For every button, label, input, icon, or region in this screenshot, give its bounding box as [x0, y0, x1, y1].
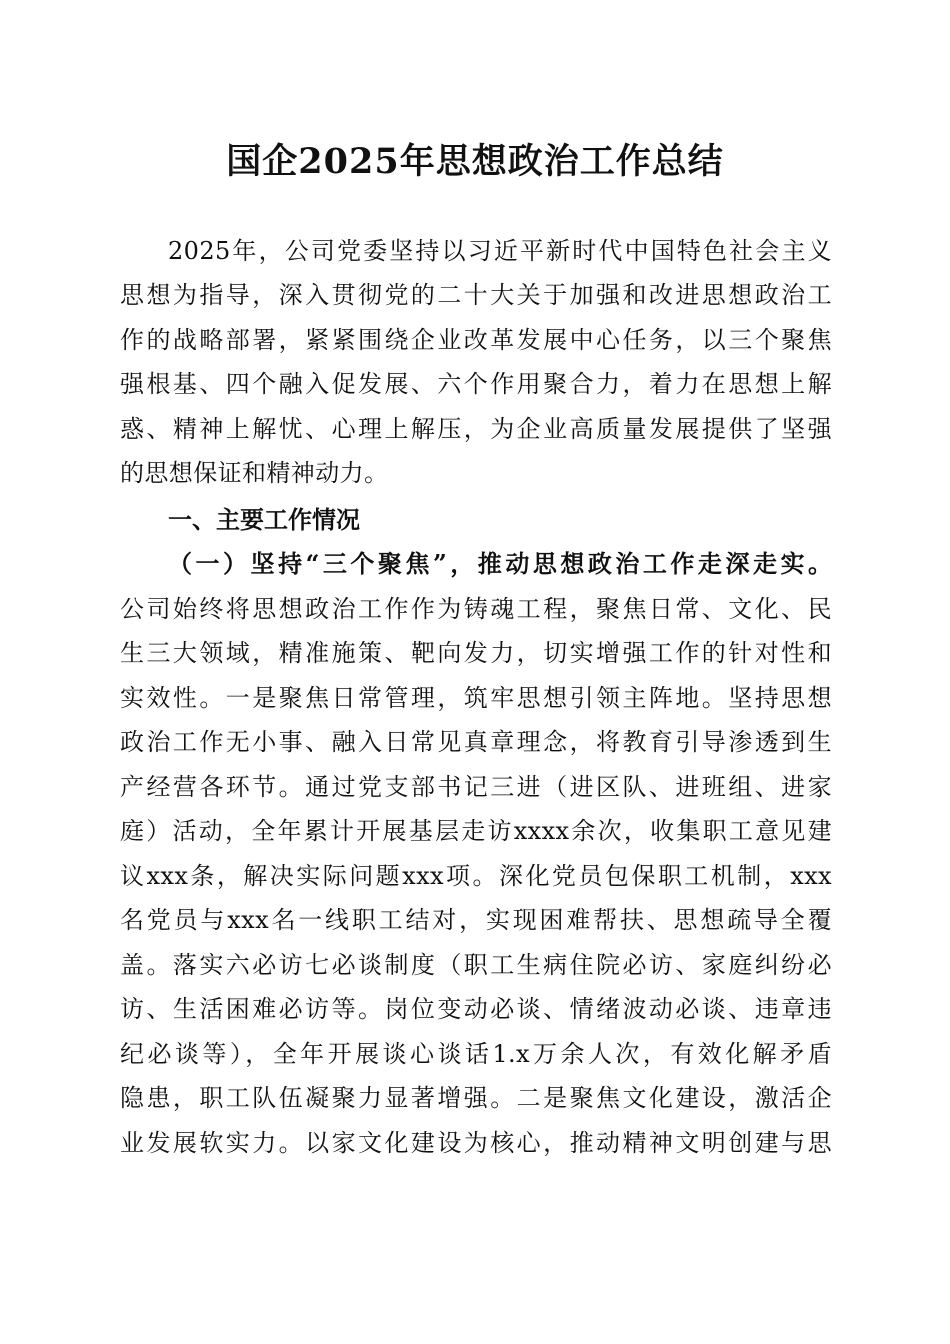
intro-line: 作的战略部署，紧紧围绕企业改革发展中心任务，以三个聚焦: [120, 326, 832, 354]
intro-line: 2025年，公司党委坚持以习近平新时代中国特色社会主义: [168, 237, 832, 265]
body-line: 生三大领域，精准施策、靶向发力，切实增强工作的针对性和: [120, 639, 832, 667]
body-line: 产经营各环节。通过党支部书记三进（进区队、进班组、进家: [120, 773, 832, 801]
body-line: 访、生活困难必访等。岗位变动必谈、情绪波动必谈、违章违: [120, 995, 832, 1023]
body-line: 盖。落实六必访七必谈制度（职工生病住院必访、家庭纠纷必: [120, 951, 832, 979]
body-line: 政治工作无小事、融入日常见真章理念，将教育引导渗透到生: [120, 728, 832, 756]
subsection-heading: （一）坚持“三个聚焦”，推动思想政治工作走深走实。: [168, 549, 832, 578]
body-line: 庭）活动，全年累计开展基层走访xxxx余次，收集职工意见建: [120, 817, 832, 845]
body-line: 名党员与xxx名一线职工结对，实现困难帮扶、思想疏导全覆: [120, 906, 832, 934]
document-title: 国企2025年思想政治工作总结: [226, 141, 724, 182]
body-line: 纪必谈等），全年开展谈心谈话1.x万余人次，有效化解矛盾: [120, 1040, 832, 1068]
intro-line: 思想为指导，深入贯彻党的二十大关于加强和改进思想政治工: [120, 281, 832, 309]
intro-line: 强根基、四个融入促发展、六个作用聚合力，着力在思想上解: [120, 370, 832, 398]
body-line: 实效性。一是聚焦日常管理，筑牢思想引领主阵地。坚持思想: [120, 684, 832, 712]
body-line: 公司始终将思想政治工作作为铸魂工程，聚焦日常、文化、民: [120, 595, 832, 623]
intro-line: 的思想保证和精神动力。: [120, 459, 389, 487]
body-line: 议xxx条，解决实际问题xxx项。深化党员包保职工机制，xxx: [120, 862, 832, 890]
body-line: 隐患，职工队伍凝聚力显著增强。二是聚焦文化建设，激活企: [120, 1084, 832, 1112]
intro-line: 惑、精神上解忧、心理上解压，为企业高质量发展提供了坚强: [120, 415, 832, 443]
section-heading: 一、主要工作情况: [168, 506, 360, 534]
body-line: 业发展软实力。以家文化建设为核心，推动精神文明创建与思: [120, 1129, 832, 1157]
